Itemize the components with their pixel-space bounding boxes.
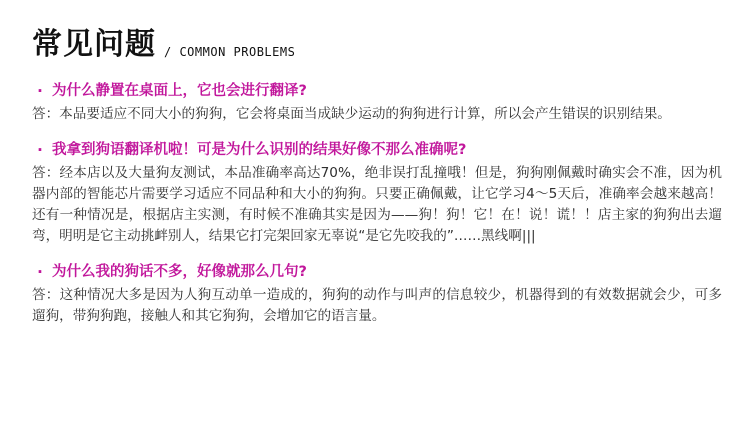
- faq-question: [32, 261, 722, 283]
- question-text: 为什么我的狗话不多，好像就那么几句?: [52, 264, 307, 280]
- page-subtitle: / COMMON PROBLEMS: [164, 45, 296, 59]
- faq-answer: 答：本品要适应不同大小的狗狗，它会将桌面当成缺少运动的狗狗进行计算，所以会产生错误的识别结果。: [32, 106, 671, 122]
- faq-item-1: [32, 80, 722, 125]
- bullet-dot-icon: ·: [37, 263, 43, 281]
- faq-answer: 答：经本店以及大量狗友测试，本品准确率高达70%，绝非误打乱撞哦！但是，狗狗刚佩戴时确实会不准，因为机器内部的智能芯片需要学习适应不同品种和大小的狗狗。只要正确佩戴，让它学习4～5天后，准确率会越来越高！还有一种情况是，根据店主实测，有时候不准确其实是因为——狗！狗！它！在！说！谎！！店主家的狗狗出去遛弯，明明是它主动挑衅别人，结果它打完架回家无辜说“是它先咬我的”……黑线啊|||: [32, 165, 722, 244]
- faq-question: [32, 139, 722, 161]
- question-text: 我拿到狗语翻译机啦！可是为什么识别的结果好像不那么准确呢?: [52, 142, 467, 158]
- page-title: 常见问题: [32, 27, 156, 62]
- faq-question: [32, 80, 722, 102]
- bullet-dot-icon: ·: [37, 82, 43, 100]
- faq-answer: 答：这种情况大多是因为人狗互动单一造成的，狗狗的动作与叫声的信息较少，机器得到的有效数据就会少，可多遛狗，带狗狗跑，接触人和其它狗狗，会增加它的语言量。: [32, 287, 722, 324]
- section-header: [32, 26, 722, 64]
- faq-item-2: [32, 139, 722, 247]
- faq-item-3: [32, 261, 722, 327]
- bullet-dot-icon: ·: [37, 141, 43, 159]
- question-text: 为什么静置在桌面上，它也会进行翻译?: [52, 83, 307, 99]
